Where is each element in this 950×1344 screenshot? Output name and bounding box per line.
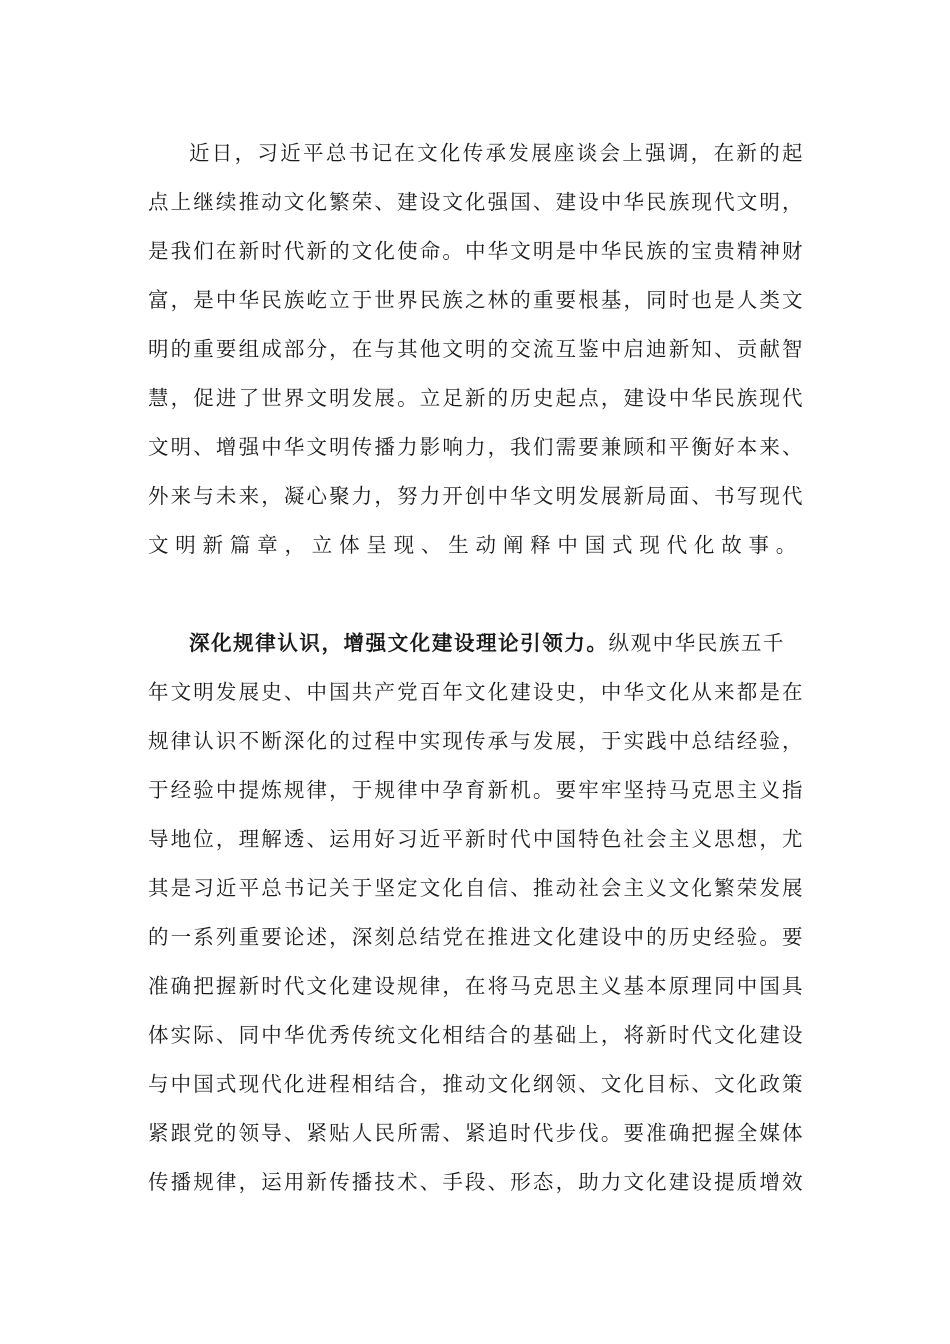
paragraph-2-line-10: 与中国式现代化进程相结合，推动文化纲领、文化目标、文化政策 xyxy=(148,1072,805,1096)
paragraph-1-line-7: 文明、增强中华文明传播力影响力，我们需要兼顾和平衡好本来、 xyxy=(148,435,805,459)
paragraph-2-line-1-text: 纵观中华民族五千 xyxy=(608,631,786,655)
paragraph-2-line-1 xyxy=(189,629,785,657)
paragraph-1-line-1: 近日，习近平总书记在文化传承发展座谈会上强调，在新的起 xyxy=(189,141,805,165)
paragraph-2-line-7: 的一系列重要论述，深刻总结党在推进文化建设中的历史经验。要 xyxy=(148,925,805,949)
paragraph-1-line-2: 点上继续推动文化繁荣、建设文化强国、建设中华民族现代文明， xyxy=(148,190,805,214)
paragraph-2-line-8: 准确把握新时代文化建设规律，在将马克思主义基本原理同中国具 xyxy=(148,974,805,998)
paragraph-2-line-4: 于经验中提炼规律，于规律中孕育新机。要牢牢坚持马克思主义指 xyxy=(148,778,805,802)
paragraph-2-line-11: 紧跟党的领导、紧贴人民所需、紧追时代步伐。要准确把握全媒体 xyxy=(148,1121,805,1145)
paragraph-1-line-9: 文明新篇章，立体呈现、生动阐释中国式现代化故事。 xyxy=(148,533,804,557)
paragraph-1-line-6: 慧，促进了世界文明发展。立足新的历史起点，建设中华民族现代 xyxy=(148,386,805,410)
paragraph-2-line-3: 规律认识不断深化的过程中实现传承与发展，于实践中总结经验， xyxy=(148,729,805,753)
paragraph-1-line-8: 外来与未来，凝心聚力，努力开创中华文明发展新局面、书写现代 xyxy=(148,484,805,508)
paragraph-2-line-6: 其是习近平总书记关于坚定文化自信、推动社会主义文化繁荣发展 xyxy=(148,876,805,900)
section-heading: 深化规律认识，增强文化建设理论引领力。 xyxy=(189,631,609,655)
paragraph-1-line-4: 富，是中华民族屹立于世界民族之林的重要根基，同时也是人类文 xyxy=(148,288,805,312)
paragraph-2-line-12: 传播规律，运用新传播技术、手段、形态，助力文化建设提质增效 xyxy=(148,1170,805,1194)
paragraph-1-line-3: 是我们在新时代新的文化使命。中华文明是中华民族的宝贵精神财 xyxy=(148,239,805,263)
paragraph-2-line-5: 导地位，理解透、运用好习近平新时代中国特色社会主义思想，尤 xyxy=(148,827,805,851)
paragraph-2-line-2: 年文明发展史、中国共产党百年文化建设史，中华文化从来都是在 xyxy=(148,680,805,704)
paragraph-1-line-5: 明的重要组成部分，在与其他文明的交流互鉴中启迪新知、贡献智 xyxy=(148,337,805,361)
paragraph-2-line-9: 体实际、同中华优秀传统文化相结合的基础上，将新时代文化建设 xyxy=(148,1023,805,1047)
